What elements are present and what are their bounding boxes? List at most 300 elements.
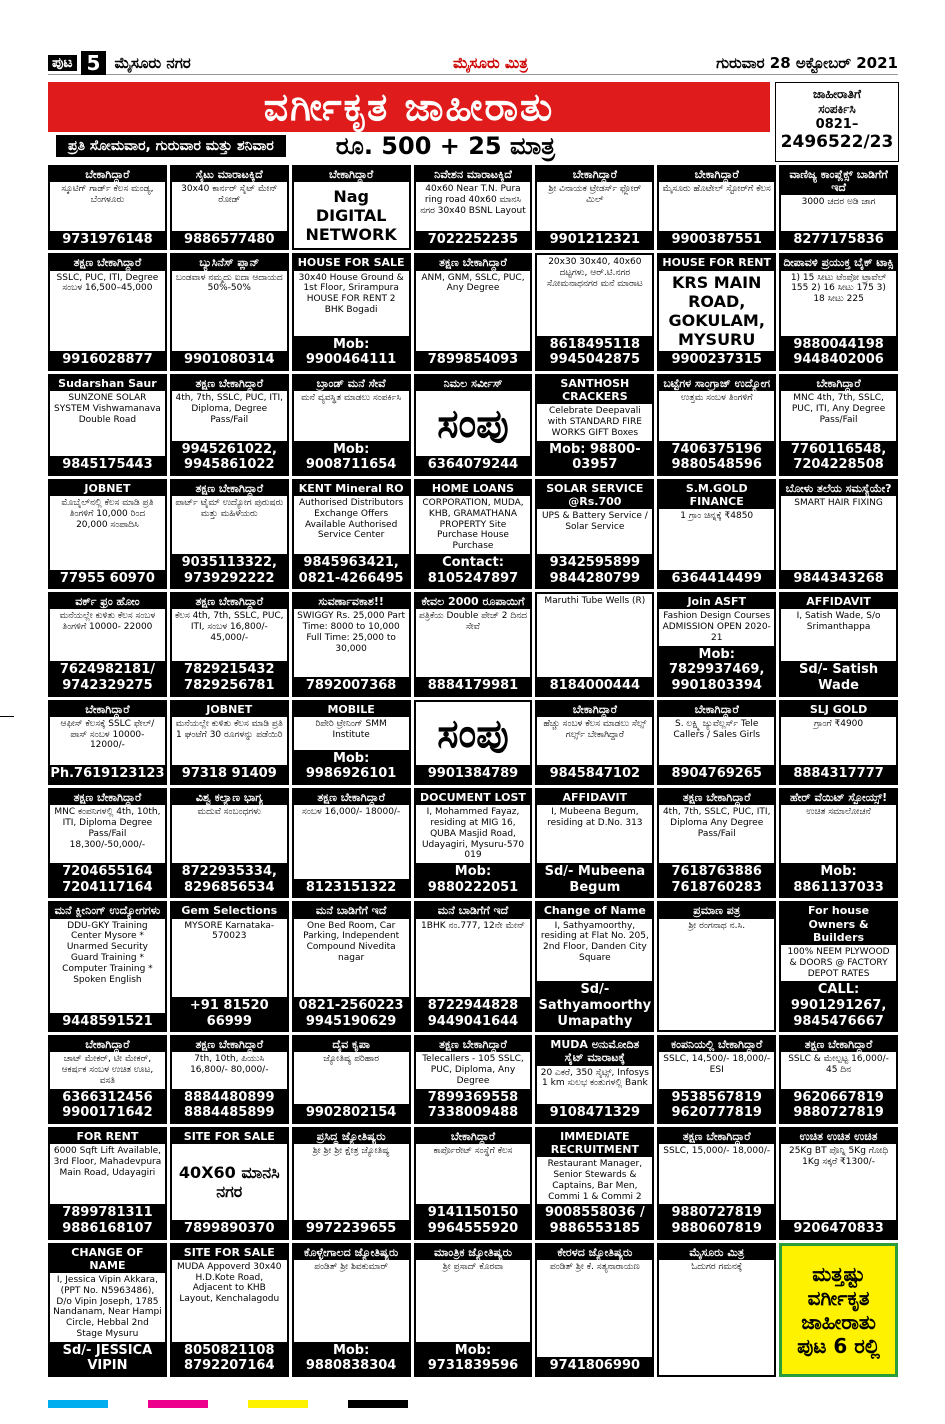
classified-ad: [657, 700, 776, 785]
ad-body: SSLC, 15,000/- 18,000/-: [663, 1146, 771, 1157]
ad-heading: SLJ GOLD: [781, 702, 896, 717]
ad-body: ರಿಪೇರಿ ಟ್ರೇನಿಂಗ್ SMM Institute: [315, 718, 387, 740]
ad-body: Authorised Distributors Exchange Offers Available Authorised Service Center: [298, 498, 404, 541]
ad-body: MNC 4th, 7th, SSLC, PUC, ITI, Any Degree Pass/Fail: [791, 393, 886, 425]
ad-heading: ತಕ್ಷಣ ಬೇಕಾಗಿದ್ದಾರೆ: [416, 255, 531, 270]
ad-heading: ವಾಣಿಜ್ಯ ಕಾಂಪ್ಲೆಕ್ಸ್ ಬಾಡಿಗೆಗೆ ಇದೆ: [781, 167, 896, 195]
ad-body: MYSORE Karnataka-570023: [184, 920, 275, 942]
classified-ad: [657, 253, 776, 371]
ad-heading: JOBNET: [50, 481, 165, 496]
ad-body: ಕಾರ್ಪೊರೇಟ್ ಸಂಸ್ಥೆಗೆ ಕೆಲಸ: [433, 1146, 513, 1157]
classified-ad: [292, 1035, 411, 1124]
ad-phone: Contact: 8105247897: [416, 554, 531, 587]
ad-heading: ಮಾಂತ್ರಿಕ ಜ್ಯೋತಿಷ್ಯರು: [416, 1245, 531, 1260]
ad-phone: 7892007368: [294, 677, 409, 695]
ad-body: ಉತ್ತಮ ಸಂಬಳ ತಿಂಗಳಿಗೆ: [680, 393, 753, 404]
paper-logo: ಮೈಸೂರು ಮಿತ್ರ: [453, 54, 528, 72]
classified-ad: [657, 1035, 776, 1124]
classified-ad: [535, 165, 654, 250]
ad-body: CORPORATION, MUDA, KHB, GRAMATHANA PROPERTY Site Purchase House Purchase: [422, 498, 524, 552]
ad-heading: ಬ್ಯುಸಿನೆಸ್ ಪ್ಲಾನ್: [172, 255, 287, 270]
ad-heading: ಬಟ್ಟೆಗಳ ಸಾಂಗ್ರಾಜ್ ಉದ್ಯೋಗ: [659, 376, 774, 391]
classified-ad: [779, 253, 898, 371]
ad-phone: Mob: 7829937469, 9901803394: [659, 646, 774, 695]
classified-ad: [657, 1127, 776, 1240]
classified-ad: [535, 592, 654, 696]
ad-phone: 9342595899 9844280799: [537, 554, 652, 587]
ad-heading: HOUSE FOR RENT: [659, 255, 774, 270]
ad-body: 1) 15 ಸೀಟು ಟೆಂಪೋ ಟ್ರಾವೆಲ್ 155 2) 16 ಸೀಟು 175 3) 18 ಸೀಟು 225: [790, 272, 887, 305]
ad-heading: ಕಂಪನಿಯಲ್ಲಿ ಬೇಕಾಗಿದ್ದಾರೆ: [659, 1037, 774, 1052]
ad-body: 25Kg BT ಪೊನ್ನಿ 5Kg ಗೋಧಿ 1Kg ಸಕ್ಕರೆ ₹1300/-: [788, 1146, 889, 1167]
ad-body: One Bed Room, Car Parking, Independent Compound Nivedita nagar: [303, 920, 400, 963]
ad-heading: ಸೈಟು ಮಾರಾಟಕ್ಕಿದೆ: [172, 167, 287, 182]
ad-body: ಪಂಡಿತ್ ಶ್ರೀ ಶಿವಕುಮಾರ್: [314, 1261, 389, 1272]
black-swatch: [348, 1400, 408, 1408]
ad-body: ಕೆಲಸ 4th, 7th, SSLC, PUC, ITI, ಸಂಬಳ 16,800/- 45,000/-: [174, 611, 284, 644]
banner-subbar: [48, 133, 770, 159]
ad-phone: Sd/- Satish Wade: [781, 661, 896, 694]
classified-ad: [170, 1243, 289, 1377]
ad-body: 4th, 7th, SSLC, PUC, ITI, Diploma Any Degree Pass/Fail: [662, 807, 771, 839]
ad-heading: KENT Mineral RO: [294, 481, 409, 496]
ad-body: 20x30 30x40, 40x60 ದಟ್ಟಗಳು, ಆರ್.ಟಿ.ನಗರ ಸೋಮನಾಥನಗರ ಮನೆ ಮಾರಾಟ: [546, 257, 643, 290]
ad-body: ಜ್ಯೋತಿಷ್ಯ ಪರಿಹಾರ: [323, 1054, 379, 1065]
ad-body: 30x40 ಕಾರ್ನರ್ ಸೈಟ್ ಮೇನ್ ರೋಡ್: [181, 184, 278, 205]
classified-ad: [535, 479, 654, 589]
contact-phone: 2496522/23: [780, 132, 894, 152]
classified-ad: [535, 374, 654, 476]
classified-ad: [535, 1127, 654, 1240]
ad-heading: MOBILE: [294, 702, 409, 717]
classified-ad: [779, 901, 898, 1032]
ad-phone: Ph.7619123123: [50, 766, 165, 782]
ad-phone: Mob: 9880838304: [294, 1342, 409, 1375]
ad-heading: ಪ್ರಸಿದ್ಧ ಜ್ಯೋತಿಷ್ಯರು: [294, 1129, 409, 1144]
ad-body: Restaurant Manager, Senior Stewards & Captains, Bar Men, Commi 1 & Commi 2: [547, 1159, 643, 1202]
ad-phone: CALL: 9901291267, 9845476667: [781, 981, 896, 1030]
ad-heading: Gem Selections: [172, 903, 287, 918]
ad-phone: 8184000444: [537, 677, 652, 695]
ad-phone: 9916028877: [50, 351, 165, 369]
ad-heading: ಕೇವಲ 2000 ರೂಪಾಯಿಗೆ: [416, 594, 531, 609]
ad-body: SMART HAIR FIXING: [794, 498, 883, 509]
ad-heading: Join ASFT: [659, 594, 774, 609]
ad-body: ಸಂಬಳ 16,000/- 18000/-: [302, 807, 401, 818]
classified-ad: [779, 479, 898, 589]
contact-line2: ಸಂಪರ್ಕಿಸಿ: [818, 102, 856, 116]
classified-ad: [414, 1035, 533, 1124]
ad-phone: Mob: 9986926101: [294, 750, 409, 783]
ad-phone: 9008558036 / 9886553185: [537, 1204, 652, 1237]
page-number: 5: [81, 51, 107, 75]
classified-ad: [535, 1243, 654, 1377]
contact-line3: 0821–: [815, 117, 859, 132]
ad-heading: ಬೇಕಾಗಿದ್ದಾರೆ: [659, 702, 774, 717]
ad-phone: 8884179981: [416, 677, 531, 695]
ad-body: ಪತ್ರಿಕೆಯ Double ಪೇಜ್ 2 ದಿನದ ಸೇವೆ: [418, 611, 528, 633]
classified-ad: [657, 592, 776, 696]
ad-phone: 9448591521: [50, 1013, 165, 1031]
contact-line1: ಜಾಹೀರಾತಿಗೆ: [813, 87, 861, 101]
ad-body: ಮತ್ತಷ್ಟು ವರ್ಗೀಕೃತ ಜಾಹೀರಾತು ಪುಟ 6 ರಲ್ಲಿ: [797, 1261, 880, 1358]
ad-heading: ಹೇರ್ ವೆಯಿಟ್ ಸ್ಪೋಯ್ಸ್!: [781, 790, 896, 805]
ad-heading: ಬೇಕಾಗಿದ್ದಾರೆ: [50, 167, 165, 182]
ad-phone: +91 81520 66999: [172, 997, 287, 1030]
classified-ad: [292, 1127, 411, 1240]
classified-ad: [292, 253, 411, 371]
classified-ad: [170, 788, 289, 898]
classified-ad: [414, 1127, 533, 1240]
ad-phone: 9945261022, 9945861022: [172, 441, 287, 474]
classified-ad: [292, 788, 411, 898]
ad-phone: 7022252235: [416, 231, 531, 249]
ad-heading: ನಿವೇಶನ ಮಾರಾಟಕ್ಕಿದೆ: [416, 167, 531, 182]
ad-heading: ತಕ್ಷಣ ಬೇಕಾಗಿದ್ದಾರೆ: [172, 1037, 287, 1052]
classified-ad: [170, 374, 289, 476]
ad-heading: CHANGE OF NAME: [50, 1245, 165, 1273]
ad-phone: 9845963421, 0821-4266495: [294, 554, 409, 587]
ad-phone: 7204655164 7204117164: [50, 863, 165, 896]
ad-body: ಉಚಿತ ಸಮಾಲೋಚನೆ: [806, 807, 871, 818]
ad-heading: AFFIDAVIT: [781, 594, 896, 609]
ad-body: MNC ಕಂಪನಿಗಳಲ್ಲಿ 4th, 10th, ITI, Diploma Degree Pass/Fail 18,300/-50,000/-: [54, 807, 161, 850]
ad-heading: ತಕ್ಷಣ ಬೇಕಾಗಿದ್ದಾರೆ: [659, 1129, 774, 1144]
ad-heading: AFFIDAVIT: [537, 790, 652, 805]
ad-phone: 8904769265: [659, 765, 774, 783]
ad-body: Celebrate Deepavali with STANDARD FIRE WORKS GIFT Boxes: [547, 406, 642, 438]
ad-heading: ವರ್ಕ್ ಫ್ರಂ ಹೋಂ: [50, 594, 165, 609]
classified-ad: [779, 374, 898, 476]
ad-body: MUDA Appoverd 30x40 H.D.Kote Road, Adjacent to KHB Layout, Kenchalagodu: [177, 1261, 282, 1305]
classified-ad: [48, 901, 167, 1032]
classified-ad: [170, 700, 289, 785]
ad-heading: ಬೇಕಾಗಿದ್ದಾರೆ: [781, 376, 896, 391]
ad-phone: 9886577480: [172, 231, 287, 249]
masthead: [48, 52, 898, 75]
ad-phone: 9900237315: [659, 351, 774, 369]
ad-phone: 8618495118 9945042875: [537, 336, 652, 369]
yellow-swatch: [248, 1400, 308, 1408]
ad-body: ಗ್ರಾಂಗೆ ₹4900: [813, 718, 864, 729]
ad-body: Fashion Design Courses ADMISSION OPEN 2020-21: [662, 611, 771, 644]
classified-ad: [292, 700, 411, 785]
ad-heading: ಬೇಕಾಗಿದ್ದಾರೆ: [659, 167, 774, 182]
ad-body: 4th, 7th, SSLC, PUC, ITI, Diploma, Degree Pass/Fail: [175, 393, 284, 425]
classified-ad: [48, 592, 167, 696]
ad-heading: ಮೈಸೂರು ಮಿತ್ರ: [659, 1245, 774, 1260]
ad-phone: Mob: 8861137033: [781, 863, 896, 896]
ad-heading: ಮನೆ ಬಾಡಿಗೆಗೆ ಇದೆ: [294, 903, 409, 918]
ad-body: I, Sathyamoorthy, residing at Flat No. 205, 2nd Floor, Danden City Square: [540, 920, 649, 963]
classified-ad: [657, 1243, 776, 1377]
ad-body: ಮನೆ ವ್ಯವಸ್ಥಿತ ಮಾಡಲು ಸಂಪರ್ಕಿಸಿ: [301, 393, 402, 404]
ad-body: I, Mohammed Fayaz, residing at MIG 16, QUBA Masjid Road, Udayagiri, Mysuru-570 019: [421, 807, 525, 861]
ad-heading: SOLAR SERVICE @Rs.700: [537, 481, 652, 509]
ad-phone: 8884480899 8884485899: [172, 1089, 287, 1122]
ad-heading: ತಕ್ಷಣ ಬೇಕಾಗಿದ್ದಾರೆ: [781, 1037, 896, 1052]
ad-phone: 77955 60970: [50, 570, 165, 588]
classified-ad: [292, 1243, 411, 1377]
classified-ad: [48, 1035, 167, 1124]
ad-body: 40x60 Near T.N. Pura ring road 40x60 ಮಾನಸಿ ನಗರ 30x40 BSNL Layout: [420, 184, 526, 216]
classified-banner: [48, 82, 770, 132]
ad-heading: HOUSE FOR SALE: [294, 255, 409, 270]
ad-phone: 9901384789: [416, 765, 531, 783]
ad-phone: 9731976148: [50, 231, 165, 249]
ad-body: Maruthi Tube Wells (R): [544, 596, 646, 607]
classified-ad: [292, 374, 411, 476]
ad-body: 1BHK ನಂ.777, 12ನೇ ಮೇನ್: [421, 920, 525, 931]
ad-phone: 9141150150 9964555920: [416, 1204, 531, 1237]
classified-ad: [170, 479, 289, 589]
ad-body: ಮನೆಯಲ್ಲೇ ಕುಳಿತು ಕೆಲಸ ಸಂಬಳ ತಿಂಗಳಿಗೆ 10000- 22000: [59, 611, 156, 633]
ad-phone: 6364414499: [659, 570, 774, 588]
classified-ad: [292, 901, 411, 1032]
ad-phone: 7624982181/ 9742329275: [50, 661, 165, 694]
ad-heading: Change of Name: [537, 903, 652, 918]
cyan-swatch: [48, 1400, 108, 1408]
ad-body: DDU-GKY Training Center Mysore * Unarmed Security Guard Training * Computer Training * Spoken English: [62, 920, 153, 985]
ad-body: 100% NEEM PLYWOOD & DOORS @ FACTORY DEPOT RATES: [787, 946, 890, 979]
classified-ad: [414, 901, 533, 1032]
ad-heading: ತಕ್ಷಣ ಬೇಕಾಗಿದ್ದಾರೆ: [50, 255, 165, 270]
classified-ad: [535, 788, 654, 898]
ad-phone: 7618763886 7618760283: [659, 863, 774, 896]
classified-ad: [657, 901, 776, 1032]
ad-phone: Mob: 98800-03957: [537, 441, 652, 474]
ad-phone: 8277175836: [781, 231, 896, 249]
ad-heading: ಬೋಳು ತಲೆಯ ಸಮಸ್ಯೆಯೇ?: [781, 481, 896, 496]
ad-body: 30x40 House Ground & 1st Floor, Srirampura HOUSE FOR RENT 2 BHK Bogadi: [298, 272, 404, 315]
ad-heading: ನಿಮಲ ಸರ್ವೀಸ್: [416, 376, 531, 391]
classified-ad: [48, 1127, 167, 1240]
ad-heading: ಸುವರ್ಣಾವಕಾಶ!!: [294, 594, 409, 609]
ad-heading: ಬೇಕಾಗಿದ್ದಾರೆ: [50, 1037, 165, 1052]
classified-ad: [48, 1243, 167, 1377]
ad-phone: 9880727819 9880607819: [659, 1204, 774, 1237]
classified-ad: [657, 788, 776, 898]
classified-ad: [414, 253, 533, 371]
ad-heading: ತಕ್ಷಣ ಬೇಕಾಗಿದ್ದಾರೆ: [172, 481, 287, 496]
classified-ad: [657, 374, 776, 476]
ad-heading: ಕೊಳ್ಳೇಗಾಲದ ಜ್ಯೋತಿಷ್ಯರು: [294, 1245, 409, 1260]
ad-body: ಆಫೀಸ್ ಕೆಲಸಕ್ಕೆ SSLC ಫೇಲ್/ಪಾಸ್ ಸಂಬಳ 10000-12000/-: [60, 718, 155, 751]
ad-body: ಮೈಸೂರು ಹೊಟೇಲ್ ಸ್ಟೋರ್‌ಗೆ ಕೆಲಸ: [662, 184, 771, 195]
ad-heading: ಮನೆ ಬಾಡಿಗೆಗೆ ಇದೆ: [416, 903, 531, 918]
ad-phone: 8722944828 9449041644: [416, 997, 531, 1030]
ad-phone: Mob: 9731839596: [416, 1342, 531, 1375]
ad-heading: ತಕ್ಷಣ ಬೇಕಾಗಿದ್ದಾರೆ: [50, 790, 165, 805]
ad-body: 6000 Sqft Lift Available, 3rd Floor, Mahadevpura Main Road, Udayagiri: [53, 1146, 162, 1178]
ad-body: I, Mubeena Begum, residing at D.No. 313: [547, 807, 643, 829]
ad-heading: SITE FOR SALE: [172, 1129, 287, 1144]
ad-body: ಬಂಡವಾಳ ನಮ್ಮದು ಐದಾ ಆದಾಯದ 50%-50%: [175, 272, 283, 294]
classified-ad: [48, 700, 167, 785]
ad-body: I, Jessica Vipin Akkara, (PPT No. N5963486), D/o Vipin Joseph, 1785 Nandanam, Near Hampi Circle, Hebbal 2nd Stage Mysuru: [53, 1275, 162, 1340]
ad-heading: ಬ್ರಾಂಡ್ ಮನೆ ಸೇವೆ: [294, 376, 409, 391]
classified-ad: [779, 592, 898, 696]
ad-body: ಸಂಪು: [437, 710, 509, 757]
ad-body: SUNZONE SOLAR SYSTEM Vishwamanava Double Road: [54, 393, 161, 425]
classified-ad: [48, 374, 167, 476]
ad-phone: 7829215432 7829256781: [172, 661, 287, 694]
ad-phone: 9880044198 9448402006: [781, 336, 896, 369]
ad-heading: ತಕ್ಷಣ ಬೇಕಾಗಿದ್ದಾರೆ: [172, 594, 287, 609]
classified-ad: [170, 253, 289, 371]
ad-heading: ಬೇಕಾಗಿದ್ದಾರೆ: [537, 167, 652, 182]
ad-heading: ತಕ್ಷಣ ಬೇಕಾಗಿದ್ದಾರೆ: [416, 1037, 531, 1052]
ad-phone: 7406375196 9880548596: [659, 441, 774, 474]
ad-phone: 8050821108 8792207164: [172, 1342, 287, 1375]
ad-phone: 9901080314: [172, 351, 287, 369]
classified-ad: [414, 700, 533, 785]
classified-ad: [779, 1035, 898, 1124]
section-city: ಮೈಸೂರು ನಗರ: [114, 54, 191, 72]
ad-heading: ತಕ್ಷಣ ಬೇಕಾಗಿದ್ದಾರೆ: [294, 790, 409, 805]
ad-heading: IMMEDIATE RECRUITMENT: [537, 1129, 652, 1157]
magenta-swatch: [148, 1400, 208, 1408]
classified-ad: [414, 1243, 533, 1377]
ad-phone: 9972239655: [294, 1220, 409, 1238]
ad-phone: Mob: 9900464111: [294, 336, 409, 369]
ad-heading: FOR RENT: [50, 1129, 165, 1144]
issue-date: ಗುರುವಾರ 28 ಅಕ್ಟೋಬರ್ 2021: [716, 54, 898, 72]
ad-body: ಸ್ಕೂಟಿಗ್ ಗಾರ್ಡ್ ಕೆಲಸ ಮಂಡ್ಯ, ಬೆಂಗಳೂರು: [61, 184, 154, 205]
ad-phone: Mob: 9880222051: [416, 863, 531, 896]
ad-heading: ಉಚಿತ ಉಚಿತ ಉಚಿತ: [781, 1129, 896, 1144]
ad-heading: S.M.GOLD FINANCE: [659, 481, 774, 509]
classified-ad: [779, 1243, 898, 1377]
ad-phone: 9845847102: [537, 765, 652, 783]
classified-ad: [170, 592, 289, 696]
classified-ad: [779, 700, 898, 785]
ad-phone: 8722935334, 8296856534: [172, 863, 287, 896]
ad-heading: ತಕ್ಷಣ ಬೇಕಾಗಿದ್ದಾರೆ: [172, 376, 287, 391]
ad-phone: Mob: 9008711654: [294, 441, 409, 474]
classified-ad: [292, 592, 411, 696]
ad-heading: HOME LOANS: [416, 481, 531, 496]
ad-phone: Sd/- Mubeena Begum: [537, 863, 652, 896]
ad-body: ಓದುಗರ ಗಮನಕ್ಕೆ: [691, 1261, 743, 1272]
classified-ad: [170, 165, 289, 250]
banner-title: ವರ್ಗೀಕೃತ ಜಾಹೀರಾತು: [263, 84, 555, 129]
ad-heading: ಬೇಕಾಗಿದ್ದಾರೆ: [416, 1129, 531, 1144]
publish-days: ಪ್ರತಿ ಸೋಮವಾರ, ಗುರುವಾರ ಮತ್ತು ಶನಿವಾರ: [56, 135, 286, 157]
classified-ad: [48, 253, 167, 371]
ad-heading: ದೈವ ಕೃಪಾ: [294, 1037, 409, 1052]
ad-body: 7th, 10th, ಪಿಯುಸಿ 16,800/- 80,000/-: [190, 1054, 269, 1076]
ad-phone: 0821-2560223 9945190629: [294, 997, 409, 1030]
ad-phone: 9108471329: [537, 1104, 652, 1122]
ad-body: SSLC & ಮೇಲ್ಪಟ್ಟ 16,000/- 45 ದಿನ: [788, 1054, 889, 1076]
ad-body: SSLC, PUC, ITI, Degree ಸಂಬಳ 16,500–45,000: [56, 272, 159, 294]
classified-ad: [779, 165, 898, 250]
ad-body: ಚಾಟ್ ಮೇಕರ್, ಟೀ ಮೇಕರ್, ಆಕರ್ಷಕ ಸಂಬಳ ಉಚಿತ ಊಟ, ವಸತಿ: [61, 1054, 154, 1086]
ad-phone: 97318 91409: [172, 765, 287, 783]
color-swatches: [48, 1400, 898, 1408]
ad-phone: 9035113322, 9739292222: [172, 554, 287, 587]
ad-body: ಶ್ರೀ ಪ್ರಸಾದ್ ಕೊರವಾ: [442, 1261, 504, 1272]
ad-heading: JOBNET: [172, 702, 287, 717]
ad-body: 40X60 ಮಾನಸಿ ನಗರ: [178, 1162, 280, 1202]
classified-ad: [414, 479, 533, 589]
ad-heading: ಬೇಕಾಗಿದ್ದಾರೆ: [294, 167, 409, 182]
ad-body: I, Satish Wade, S/o Srimanthappa: [796, 611, 881, 633]
classified-ad: [779, 1127, 898, 1240]
ad-phone: 7899890370: [172, 1220, 287, 1238]
ad-body: ಶ್ರೀ ಶ್ರೀ ಶ್ರೀ ಕ್ಷೇತ್ರ ಜ್ಯೋತಿಷ್ಯ: [312, 1146, 390, 1157]
ad-body: SWIGGY Rs. 25,000 Part Time: 8000 to 10,000 Full Time: 25,000 to 30,000: [297, 611, 406, 654]
ad-phone: 9900387551: [659, 231, 774, 249]
ad-heading: ಪ್ರಮಾಣ ಪತ್ರ: [659, 903, 774, 918]
ad-phone: 7899781311 9886168107: [50, 1204, 165, 1237]
ad-heading: ಮನೆ ಕ್ಲೀನಿಂಗ್ ಉದ್ಯೋಗಗಳು: [50, 903, 165, 918]
classified-ad: [414, 165, 533, 250]
ad-body: Nag DIGITAL NETWORK: [305, 186, 397, 244]
ad-body: ಪಂಡಿತ್ ಶ್ರೀ ಕೆ. ಸತ್ಯನಾರಾಯಣ: [549, 1261, 640, 1272]
ad-body: UPS & Battery Service / Solar Service: [541, 511, 648, 533]
ad-body: ಮದುವೆ ಸಂಬಂಧಗಳು: [197, 807, 262, 818]
ad-body: SSLC, 14,500/- 18,000/- ESI: [663, 1054, 771, 1076]
classified-ad: [657, 165, 776, 250]
ad-phone: 9845175443: [50, 456, 165, 474]
classified-ad: [414, 788, 533, 898]
ad-heading: SANTHOSH CRACKERS: [537, 376, 652, 404]
ad-heading: ಕೇರಳದ ಜ್ಯೋತಿಷ್ಯರು: [537, 1245, 652, 1260]
classified-ad: [170, 1035, 289, 1124]
ad-rate: ರೂ. 500 + 25 ಮಾತ್ರ: [335, 132, 556, 160]
ad-phone: Sd/- JESSICA VIPIN: [50, 1342, 165, 1375]
classified-ad: [535, 253, 654, 371]
ad-phone: 7899854093: [416, 351, 531, 369]
ad-body: S. ಲಕ್ಷ್ಮಿ ಜ್ಯುವೆಲ್ಲರ್ಸ್ Tele Callers / Sales Girls: [673, 718, 761, 740]
classified-ad: [535, 700, 654, 785]
ad-body: ಮೊಬೈಲ್‌ನಲ್ಲಿ ಕೆಲಸ ಮಾಡಿ ಪ್ರತಿ ತಿಂಗಳಿಗೆ 10,000 ರಿಂದ 20,000 ಸಂಪಾದಿಸಿ: [61, 498, 154, 530]
ad-phone: Sd/- Sathyamoorthy Umapathy: [538, 982, 652, 1029]
classified-ad: [535, 1035, 654, 1124]
ad-heading: ಬೇಕಾಗಿದ್ದಾರೆ: [537, 702, 652, 717]
contact-box: [775, 82, 899, 162]
ad-body: ANM, GNM, SSLC, PUC, Any Degree: [421, 272, 525, 294]
ad-body: 3000 ಚದರ ಅಡಿ ಜಾಗ: [801, 197, 876, 208]
classified-ad: [48, 479, 167, 589]
ad-heading: DOCUMENT LOST: [416, 790, 531, 805]
ad-phone: 7899369558 7338009488: [416, 1089, 531, 1122]
classified-ad: [170, 1127, 289, 1240]
classified-ad: [414, 592, 533, 696]
ad-heading: ವಿಶ್ವ ಕಲ್ಯಾಣ ಭಾಗ್ಯ: [172, 790, 287, 805]
page-label: ಪುಟ: [48, 55, 77, 71]
ad-body: KRS MAIN ROAD, GOKULAM, MYSURU: [668, 272, 765, 350]
classified-ad: [48, 788, 167, 898]
ad-body: 20 ಎಕರೆ, 350 ಸೈಟ್ಸ್, Infosys 1 km ಸುಲಭ ಕಂತುಗಳಲ್ಲಿ Bank: [540, 1067, 649, 1089]
classified-grid: [48, 165, 898, 1377]
classified-ad: [292, 479, 411, 589]
ad-phone: 9206470833: [781, 1220, 896, 1238]
classified-ad: [535, 901, 654, 1032]
classified-ad: [292, 165, 411, 250]
ad-body: ಪಾರ್ಟ್ ಟೈಮ್ ಉದ್ಯೋಗ ಪುರುಷರು ಮತ್ತು ಮಹಿಳೆಯರು: [175, 498, 284, 519]
ad-body: 1 ಗ್ರಾಂ ಚಿನ್ನಕ್ಕೆ ₹4850: [680, 511, 754, 522]
ad-phone: 8884317777: [781, 765, 896, 783]
ad-heading: ದೀಪಾವಳಿ ಪ್ರಯುಕ್ತ ಬೈಕ್ ಟಾಕ್ಸಿ: [781, 255, 896, 270]
ad-phone: 6364079244: [416, 456, 531, 474]
ad-phone: 9901212321: [537, 231, 652, 249]
ad-heading: SITE FOR SALE: [172, 1245, 287, 1260]
classified-ad: [48, 165, 167, 250]
ad-body: Telecallers - 105 SSLC, PUC, Diploma, Any Degree: [422, 1054, 524, 1086]
